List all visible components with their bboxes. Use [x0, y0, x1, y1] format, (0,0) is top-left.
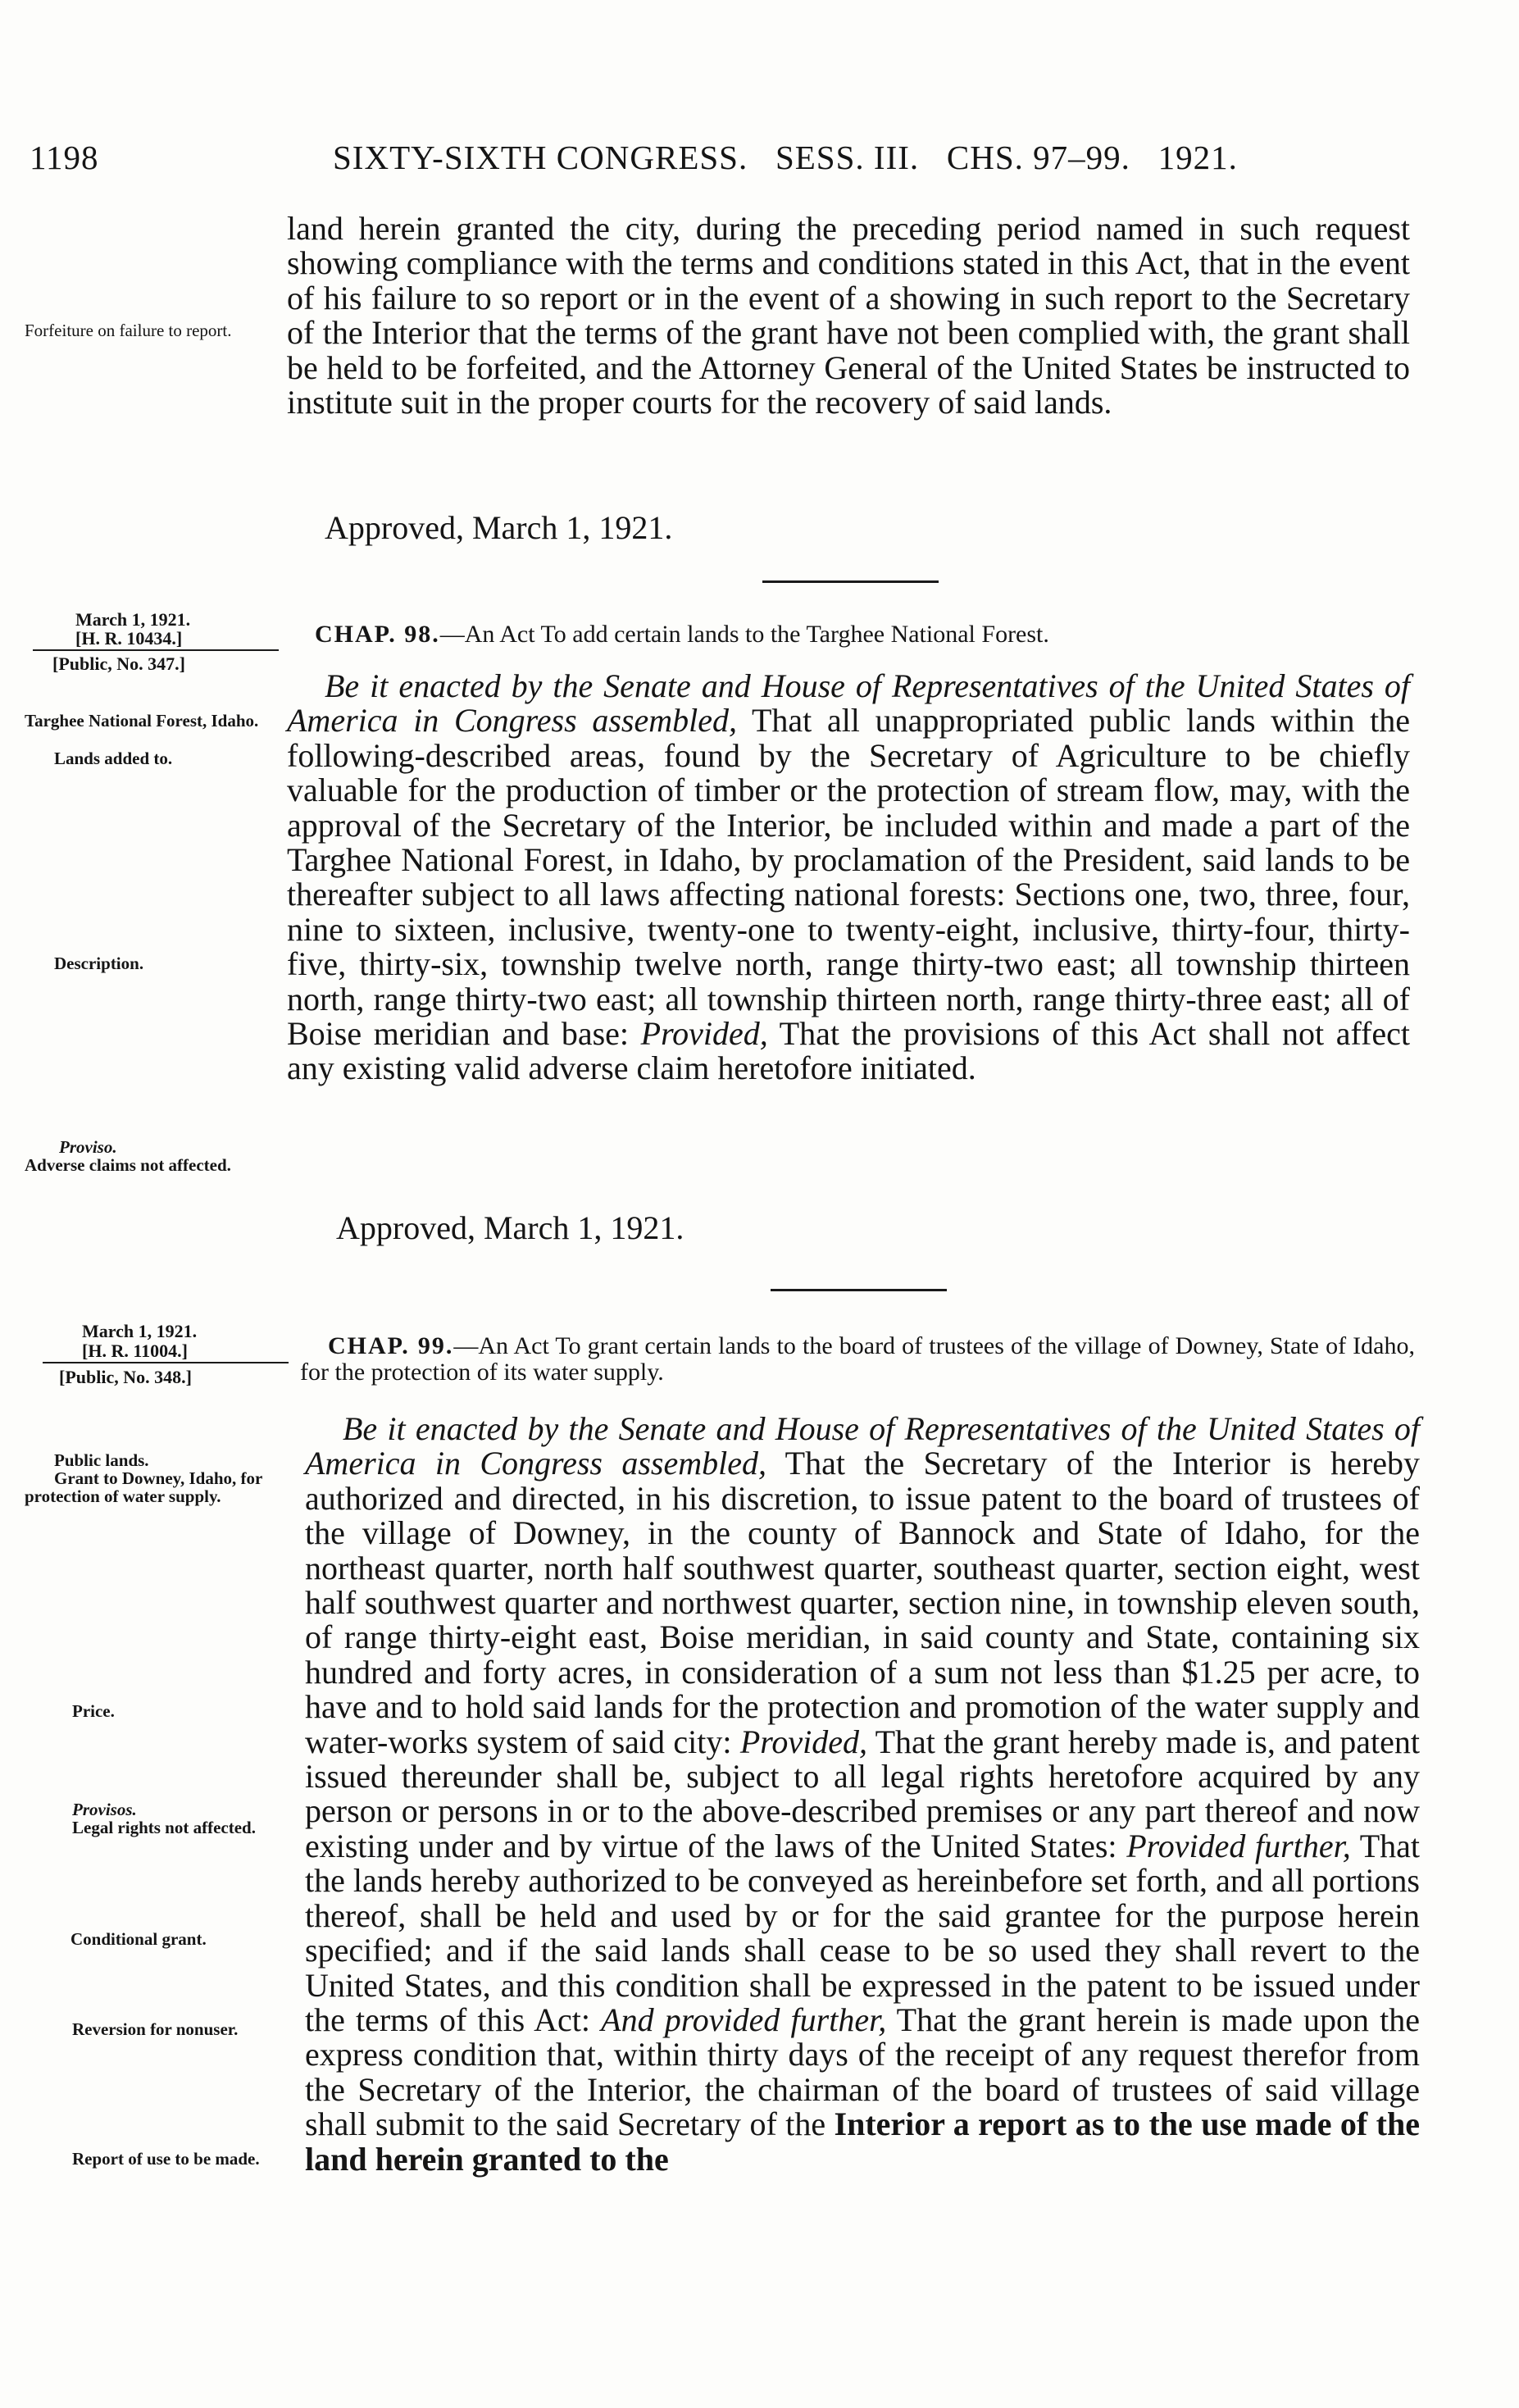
chap98-title: —An Act To add certain lands to the Targhee National Forest.: [439, 621, 1049, 648]
chap98-approved: Approved, March 1, 1921.: [336, 1209, 684, 1246]
chap99-text-4: That the grant herein is made upon the express condition that, within thirty days of the receipt of any request therefor from the Secretary of the Interior, the chairman of the board of trustees of said village shall submit to the said Secretary of the: [305, 2001, 1420, 2143]
chap98-paragraph: [287, 669, 1410, 1086]
margin-adverse: Adverse claims not affected.: [25, 1155, 231, 1175]
margin-targhee: Targhee National Forest, Idaho.: [25, 711, 259, 731]
chap99-text-2: That the grant hereby made is, and patent issued thereunder shall be, subject to all legal rights heretofore acquired by any person or persons in or to the above-described premises or any part thereof and now existing under and by virtue of the laws of the United States:: [305, 1723, 1420, 1864]
margin-legal-rights: Legal rights not affected.: [72, 1818, 256, 1837]
chap99-label: CHAP. 99.: [328, 1332, 454, 1359]
margin-proviso: Proviso.: [59, 1137, 117, 1157]
page-number: 1198: [30, 139, 99, 176]
chap99-body: [305, 1412, 1420, 2177]
margin-public-lands: Public lands.: [54, 1450, 149, 1470]
running-title: SIXTY-SIXTH CONGRESS. SESS. III. CHS. 97–99. 1921.: [333, 139, 1238, 176]
page-header: [30, 138, 1489, 187]
margin-grant-downey: Grant to Downey, Idaho, for protection of water supply.: [25, 1468, 262, 1506]
margin-description: Description.: [54, 954, 144, 973]
chap99-text-1: That the Secretary of the Interior is hereby authorized and directed, in his discretion, to issue patent to the board of trustees of the village of Downey, in the county of Bannock and State of Idaho, for the northeast quarter, north half southwest quarter, southeast quarter, section eight, west half southwest quarter and northwest quarter, section nine, in township eleven south, of range thirty-eight east, Boise meridian, in said county and State, containing six hundred and forty acres, in consideration of a sum not less than $1.25 per acre, to have and to hold said lands for the protection and promotion of the water supply and water-works system of said city:: [305, 1445, 1420, 1760]
chap99-provided-further: Provided further,: [1126, 1827, 1351, 1864]
chap99-last-line: Interior a report as to the use made of the land herein granted to the: [305, 2105, 1421, 2178]
chap97-approved: Approved, March 1, 1921.: [325, 509, 673, 546]
chap98-enacting: Be it enacted by the Senate and House of Representatives of the United States of America in Congress assembled,: [287, 667, 1410, 740]
chap99-date: March 1, 1921.: [82, 1321, 198, 1341]
section-divider-2: [771, 1289, 947, 1291]
chap98-body: [287, 669, 1410, 1086]
chap99-text-3: That the lands hereby authorized to be conveyed as hereinbefore set forth, and all portions thereof, shall be held and used by or for the said grantee for the purpose herein specified; and if the said lands shall cease to be so used they shall revert to the United States, and this condition shall be expressed in the patent to be issued under the terms of this Act:: [305, 1827, 1421, 2038]
chap99-meta-rule: [43, 1362, 289, 1363]
chap98-text-2: That the provisions of this Act shall not affect any existing valid adverse claim heretofore initiated.: [287, 1015, 1410, 1087]
margin-price: Price.: [72, 1701, 115, 1721]
chap97-paragraph: land herein granted the city, during the preceding period named in such request showing compliance with the terms and conditions stated in this Act, that in the event of his failure to so report or in the event of a showing in such report to the Secretary of the Interior that the terms of the grant have not been complied with, the grant shall be held to be forfeited, and the Attorney General of the United States be instructed to institute suit in the proper courts for the recovery of said lands.: [287, 210, 1410, 421]
chap99-bill: [H. R. 11004.]: [82, 1341, 188, 1361]
chap99-heading: [300, 1333, 1415, 1386]
chap98-date: March 1, 1921.: [75, 609, 191, 630]
chap99-public: [Public, No. 348.]: [59, 1367, 192, 1387]
margin-report: Report of use to be made.: [72, 2149, 260, 2169]
chap98-proviso: Provided,: [640, 1015, 768, 1053]
margin-conditional-grant: Conditional grant.: [70, 1929, 207, 1949]
chap98-heading: [315, 621, 1413, 648]
margin-lands-added: Lands added to.: [54, 749, 173, 768]
chap98-public: [Public, No. 347.]: [52, 653, 185, 674]
chap99-and-provided-further: And provided further,: [601, 2001, 887, 2038]
chap99-enacting: Be it enacted by the Senate and House of Representatives of the United States of America in Congress assembled,: [305, 1410, 1420, 1482]
chap98-text-1: That all unappropriated public lands within the following-described areas, found by the Secretary of Agriculture to be chiefly valuable for the production of timber or the protection of stream flow, may, with the approval of the Secretary of the Interior, be included within and made a part of the Targhee National Forest, in Idaho, by proclamation of the President, said lands to be thereafter subject to all laws affecting national forests: Sections one, two, three, four, nine to sixteen, inclusive, twenty-one to twenty-eight, inclusive, thirty-four, thirty-five, thirty-six, township twelve north, range thirty-two east; all township thirteen north, range thirty-two east; all township thirteen north, range thirty-three east; all of Boise meridian and base:: [287, 702, 1410, 1053]
chap99-paragraph: [305, 1412, 1420, 2177]
margin-forfeiture: Forfeiture on failure to report.: [25, 321, 232, 340]
section-divider: [762, 580, 939, 583]
margin-provisos: Provisos.: [72, 1800, 137, 1819]
chap99-title: —An Act To grant certain lands to the board of trustees of the village of Downey, State of Idaho, for the protection of its water supply.: [300, 1332, 1415, 1386]
chap99-provided: Provided,: [739, 1723, 867, 1760]
chap98-meta-rule: [33, 649, 279, 651]
margin-reversion: Reversion for nonuser.: [72, 2019, 239, 2039]
chap98-bill: [H. R. 10434.]: [75, 628, 183, 649]
chap97-continuation: [287, 212, 1410, 420]
chap98-label: CHAP. 98.: [315, 621, 440, 648]
